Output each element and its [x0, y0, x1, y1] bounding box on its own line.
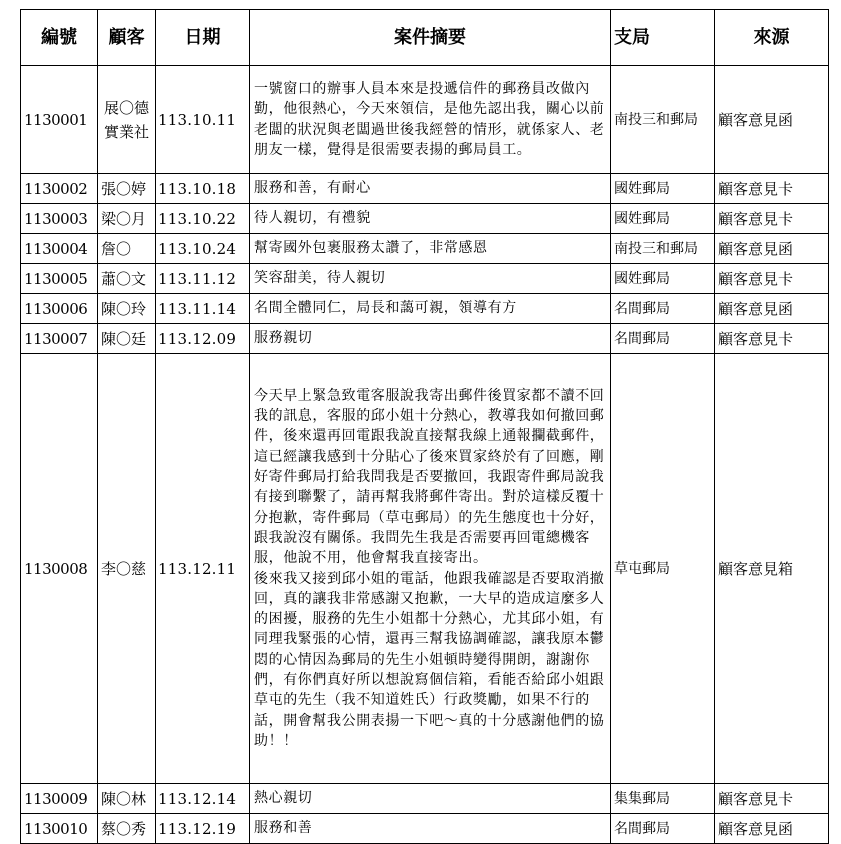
case-id: 1130009 — [21, 784, 98, 814]
source: 顧客意見函 — [715, 234, 829, 264]
header-customer: 顧客 — [98, 10, 156, 66]
table-row — [21, 264, 829, 294]
header-source: 來源 — [715, 10, 829, 66]
branch: 名間郵局 — [611, 324, 715, 354]
summary: 服務親切 — [250, 324, 611, 354]
case-id: 1130007 — [21, 324, 98, 354]
summary: 一號窗口的辦事人員本來是投遞信件的郵務員改做內勤，他很熱心，今天來領信，是他先認出我，關心以前老闆的狀況與老闆過世後我經營的情形，就係家人、老朋友一樣，覺得是很需要表揚的郵局員工。 — [250, 66, 611, 174]
case-id: 1130002 — [21, 174, 98, 204]
header-id: 編號 — [21, 10, 98, 66]
customer: 蔡〇秀 — [98, 814, 156, 844]
header-date: 日期 — [156, 10, 250, 66]
customer: 梁〇月 — [98, 204, 156, 234]
source: 顧客意見卡 — [715, 784, 829, 814]
date: 113.11.14 — [156, 294, 250, 324]
branch: 名間郵局 — [611, 294, 715, 324]
case-id: 1130003 — [21, 204, 98, 234]
source: 顧客意見箱 — [715, 354, 829, 784]
source: 顧客意見卡 — [715, 204, 829, 234]
customer: 張〇婷 — [98, 174, 156, 204]
branch: 國姓郵局 — [611, 204, 715, 234]
summary: 服務和善 — [250, 814, 611, 844]
source: 顧客意見函 — [715, 814, 829, 844]
customer: 展〇德實業社 — [98, 66, 156, 174]
source: 顧客意見函 — [715, 294, 829, 324]
branch: 名間郵局 — [611, 814, 715, 844]
summary: 熱心親切 — [250, 784, 611, 814]
header-branch: 支局 — [611, 10, 715, 66]
summary: 今天早上緊急致電客服說我寄出郵件後買家都不讀不回我的訊息，客服的邱小姐十分熱心，教導我如何撤回郵件，後來還再回電跟我說直接幫我線上通報攔截郵件，這已經讓我感到十分貼心了後來買家終於有了回應，剛好寄件郵局打給我問我是否要撤回，我跟寄件郵局說我有接到聯繫了，請再幫我將郵件寄出。對於這樣反覆十分抱歉，寄件郵局（草屯郵局）的先生態度也十分好，跟我說沒有關係。我問先生我是否需要再回電總機客服，他說不用，他會幫我直接寄出。 後來我又接到邱小姐的電話，他跟我確認是否要取消撤回，真的讓我非常感謝又抱歉，一大早的造成這麼多人的困擾，服務的先生小姐都十分熱心，尤其邱小姐，有同理我緊張的心情，還再三幫我協調確認，讓我原本鬱悶的心情因為郵局的先生小姐頓時變得開朗，謝謝你們，有你們真好所以想說寫個信箱，看能否給邱小姐跟草屯的先生（我不知道姓氏）行政獎勵，如果不行的話，開會幫我公開表揚一下吧～真的十分感謝他們的協助！！ — [250, 354, 611, 784]
case-id: 1130001 — [21, 66, 98, 174]
summary: 名間全體同仁，局長和藹可親，領導有方 — [250, 294, 611, 324]
table-row — [21, 324, 829, 354]
compliment-table — [20, 9, 829, 844]
header-summary: 案件摘要 — [250, 10, 611, 66]
date: 113.10.22 — [156, 204, 250, 234]
header-row — [21, 10, 829, 66]
table-row — [21, 174, 829, 204]
table-row — [21, 784, 829, 814]
case-id: 1130008 — [21, 354, 98, 784]
customer: 詹〇 — [98, 234, 156, 264]
table-row — [21, 354, 829, 784]
table-row — [21, 234, 829, 264]
date: 113.12.09 — [156, 324, 250, 354]
date: 113.12.19 — [156, 814, 250, 844]
summary: 待人親切，有禮貌 — [250, 204, 611, 234]
source: 顧客意見卡 — [715, 324, 829, 354]
summary: 幫寄國外包裹服務太讚了，非常感恩 — [250, 234, 611, 264]
case-id: 1130005 — [21, 264, 98, 294]
table-row — [21, 66, 829, 174]
date: 113.11.12 — [156, 264, 250, 294]
date: 113.10.11 — [156, 66, 250, 174]
case-id: 1130006 — [21, 294, 98, 324]
branch: 集集郵局 — [611, 784, 715, 814]
customer: 陳〇林 — [98, 784, 156, 814]
source: 顧客意見卡 — [715, 264, 829, 294]
customer: 陳〇廷 — [98, 324, 156, 354]
customer: 陳〇玲 — [98, 294, 156, 324]
branch: 國姓郵局 — [611, 264, 715, 294]
case-id: 1130010 — [21, 814, 98, 844]
summary: 笑容甜美，待人親切 — [250, 264, 611, 294]
table-row — [21, 204, 829, 234]
branch: 南投三和郵局 — [611, 66, 715, 174]
branch: 南投三和郵局 — [611, 234, 715, 264]
case-id: 1130004 — [21, 234, 98, 264]
source: 顧客意見卡 — [715, 174, 829, 204]
date: 113.12.14 — [156, 784, 250, 814]
date: 113.10.24 — [156, 234, 250, 264]
date: 113.10.18 — [156, 174, 250, 204]
table-row — [21, 814, 829, 844]
branch: 國姓郵局 — [611, 174, 715, 204]
date: 113.12.11 — [156, 354, 250, 784]
table-row — [21, 294, 829, 324]
customer: 蕭〇文 — [98, 264, 156, 294]
customer: 李〇慈 — [98, 354, 156, 784]
source: 顧客意見函 — [715, 66, 829, 174]
branch: 草屯郵局 — [611, 354, 715, 784]
summary: 服務和善，有耐心 — [250, 174, 611, 204]
